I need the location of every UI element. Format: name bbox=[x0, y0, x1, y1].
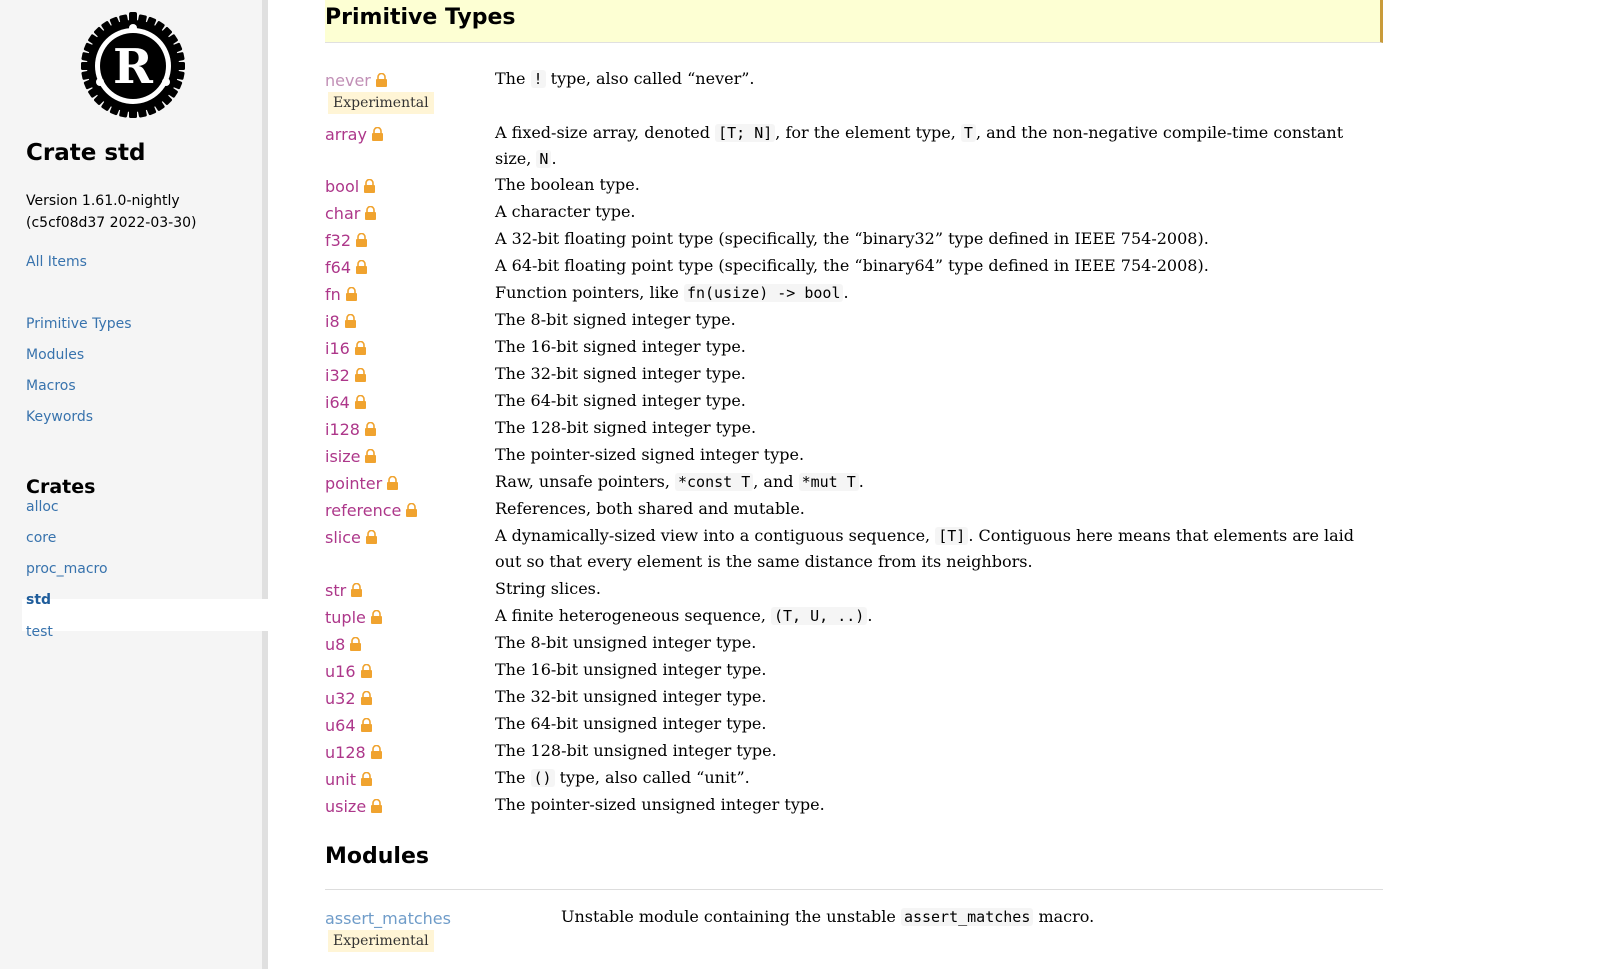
lock-icon bbox=[355, 233, 368, 247]
lock-icon bbox=[364, 206, 377, 220]
item-description: A finite heterogeneous sequence, (T, U, ..) . bbox=[495, 606, 873, 625]
section-header-primitive-types[interactable] bbox=[325, 0, 1383, 43]
lock-icon bbox=[405, 503, 418, 517]
item-description: The 16-bit signed integer type. bbox=[495, 337, 746, 356]
primitive-link-never[interactable] bbox=[325, 71, 388, 90]
crate-link-proc-macro[interactable]: proc_macro bbox=[26, 561, 108, 577]
primitive-link-bool[interactable] bbox=[325, 177, 376, 196]
item-name-text: u16 bbox=[325, 662, 356, 681]
lock-icon bbox=[360, 772, 373, 786]
sidebar-link-modules[interactable]: Modules bbox=[26, 347, 85, 363]
item-name-text: isize bbox=[325, 447, 361, 466]
primitive-link-u128[interactable] bbox=[325, 743, 383, 762]
primitive-link-u16[interactable] bbox=[325, 662, 373, 681]
lock-icon bbox=[349, 637, 362, 651]
lock-icon bbox=[371, 127, 384, 141]
lock-icon bbox=[370, 799, 383, 813]
item-description: The 128-bit signed integer type. bbox=[495, 418, 757, 437]
experimental-badge: Experimental bbox=[328, 930, 434, 952]
item-description: The 32-bit unsigned integer type. bbox=[495, 687, 767, 706]
sidebar-link-macros[interactable]: Macros bbox=[26, 378, 76, 394]
item-description: A fixed-size array, denoted [T; N] , for the element type, T , and the non-negative compile-time constant size, N . bbox=[495, 123, 1344, 168]
sidebar-link-primitive-types[interactable]: Primitive Types bbox=[26, 316, 132, 332]
lock-icon bbox=[370, 610, 383, 624]
lock-icon bbox=[354, 341, 367, 355]
primitive-link-i64[interactable] bbox=[325, 393, 367, 412]
section-header-modules[interactable] bbox=[325, 845, 1383, 890]
item-name-text: i16 bbox=[325, 339, 350, 358]
crate-title: Crate std bbox=[26, 140, 146, 166]
item-name-text: pointer bbox=[325, 474, 383, 493]
primitive-link-tuple[interactable] bbox=[325, 608, 383, 627]
item-description: The ! type, also called “never”. bbox=[495, 69, 755, 88]
primitive-link-array[interactable] bbox=[325, 125, 384, 144]
primitive-link-f32[interactable] bbox=[325, 231, 368, 250]
lock-icon bbox=[355, 260, 368, 274]
item-description: The 8-bit signed integer type. bbox=[495, 310, 736, 329]
sidebar bbox=[0, 0, 268, 969]
primitive-link-i32[interactable] bbox=[325, 366, 367, 385]
crate-link-std[interactable]: std bbox=[26, 592, 52, 608]
item-name-text: reference bbox=[325, 501, 402, 520]
lock-icon bbox=[345, 287, 358, 301]
primitive-link-fn[interactable] bbox=[325, 285, 358, 304]
lock-icon bbox=[363, 179, 376, 193]
primitive-link-i128[interactable] bbox=[325, 420, 377, 439]
item-description: Unstable module containing the unstable assert_matches macro. bbox=[561, 907, 1095, 926]
lock-icon bbox=[360, 691, 373, 705]
primitive-link-pointer[interactable] bbox=[325, 474, 399, 493]
lock-icon bbox=[350, 583, 363, 597]
item-description: The pointer-sized unsigned integer type. bbox=[495, 795, 825, 814]
section-title: Modules bbox=[325, 844, 429, 869]
item-name-text: fn bbox=[325, 285, 341, 304]
item-name-text: slice bbox=[325, 528, 361, 547]
primitive-link-str[interactable] bbox=[325, 581, 363, 600]
item-name-text: i128 bbox=[325, 420, 360, 439]
lock-icon bbox=[360, 718, 373, 732]
item-description: References, both shared and mutable. bbox=[495, 499, 805, 518]
primitive-link-reference[interactable] bbox=[325, 501, 418, 520]
item-name-text: never bbox=[325, 71, 371, 90]
item-name-text: usize bbox=[325, 797, 367, 816]
crate-link-core[interactable]: core bbox=[26, 530, 57, 546]
crate-link-test[interactable]: test bbox=[26, 624, 53, 640]
item-name-text: tuple bbox=[325, 608, 366, 627]
item-name-text: u64 bbox=[325, 716, 356, 735]
item-description: The () type, also called “unit”. bbox=[495, 768, 750, 787]
item-description: A character type. bbox=[495, 202, 636, 221]
lock-icon bbox=[375, 73, 388, 87]
item-name-text: u32 bbox=[325, 689, 356, 708]
primitive-link-unit[interactable] bbox=[325, 770, 373, 789]
item-name-text: bool bbox=[325, 177, 360, 196]
item-name-text: f64 bbox=[325, 258, 351, 277]
primitive-link-char[interactable] bbox=[325, 204, 377, 223]
item-description: The pointer-sized signed integer type. bbox=[495, 445, 805, 464]
item-name-text: u8 bbox=[325, 635, 346, 654]
primitive-link-f64[interactable] bbox=[325, 258, 368, 277]
sidebar-link-keywords[interactable]: Keywords bbox=[26, 409, 94, 425]
item-description: A 32-bit floating point type (specifically, the “binary32” type defined in IEEE 754-2008). bbox=[495, 229, 1209, 248]
item-name-text: f32 bbox=[325, 231, 351, 250]
primitive-link-u8[interactable] bbox=[325, 635, 362, 654]
primitive-link-i16[interactable] bbox=[325, 339, 367, 358]
experimental-badge: Experimental bbox=[328, 92, 434, 114]
item-name-text: u128 bbox=[325, 743, 366, 762]
item-description: The 16-bit unsigned integer type. bbox=[495, 660, 767, 679]
item-name-text: assert_matches bbox=[325, 909, 451, 928]
lock-icon bbox=[354, 368, 367, 382]
primitive-link-slice[interactable] bbox=[325, 528, 378, 547]
section-title: Primitive Types bbox=[325, 5, 516, 30]
item-name-text: i64 bbox=[325, 393, 350, 412]
lock-icon bbox=[386, 476, 399, 490]
item-name-text: i32 bbox=[325, 366, 350, 385]
item-description: The 32-bit signed integer type. bbox=[495, 364, 746, 383]
item-description: A 64-bit floating point type (specifically, the “binary64” type defined in IEEE 754-2008). bbox=[495, 256, 1209, 275]
item-description: The 8-bit unsigned integer type. bbox=[495, 633, 757, 652]
crates-title: Crates bbox=[26, 476, 96, 498]
primitive-link-i8[interactable] bbox=[325, 312, 357, 331]
item-name-text: array bbox=[325, 125, 367, 144]
item-description: The boolean type. bbox=[495, 175, 640, 194]
svg-text:R: R bbox=[113, 39, 153, 95]
current-crate-highlight bbox=[22, 599, 268, 631]
item-description: String slices. bbox=[495, 579, 601, 598]
primitive-link-u64[interactable] bbox=[325, 716, 373, 735]
crate-link-alloc[interactable]: alloc bbox=[26, 499, 59, 515]
lock-icon bbox=[344, 314, 357, 328]
item-description: Raw, unsafe pointers, *const T , and *mut T . bbox=[495, 472, 864, 491]
item-description: Function pointers, like fn(usize) -> bool . bbox=[495, 283, 849, 302]
item-description: The 128-bit unsigned integer type. bbox=[495, 741, 777, 760]
item-description: A dynamically-sized view into a contiguous sequence, [T] . Contiguous here means that elements are laid out so that every element is the same distance from its neighbors. bbox=[495, 526, 1355, 571]
lock-icon bbox=[360, 664, 373, 678]
module-link-assert-matches[interactable] bbox=[325, 909, 451, 928]
primitive-link-usize[interactable] bbox=[325, 797, 383, 816]
primitive-link-u32[interactable] bbox=[325, 689, 373, 708]
item-description: The 64-bit signed integer type. bbox=[495, 391, 746, 410]
primitive-link-isize[interactable] bbox=[325, 447, 377, 466]
all-items-link[interactable]: All Items bbox=[26, 254, 87, 270]
lock-icon bbox=[364, 422, 377, 436]
item-name-text: str bbox=[325, 581, 347, 600]
item-name-text: i8 bbox=[325, 312, 340, 331]
lock-icon bbox=[364, 449, 377, 463]
rust-logo-icon[interactable] bbox=[79, 12, 187, 120]
item-description: The 64-bit unsigned integer type. bbox=[495, 714, 767, 733]
lock-icon bbox=[370, 745, 383, 759]
item-name-text: char bbox=[325, 204, 361, 223]
lock-icon bbox=[365, 530, 378, 544]
version-text: Version 1.61.0-nightly (c5cf08d37 2022-03-30) bbox=[26, 193, 197, 231]
item-name-text: unit bbox=[325, 770, 356, 789]
lock-icon bbox=[354, 395, 367, 409]
